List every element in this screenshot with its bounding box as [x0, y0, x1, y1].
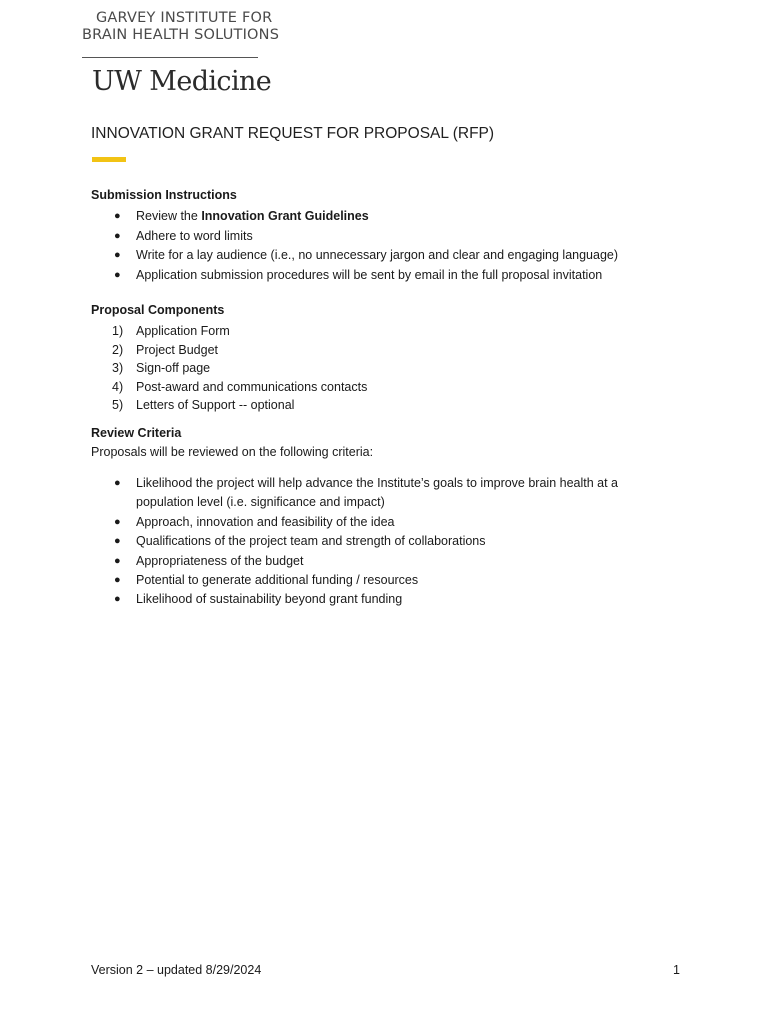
item-number: 1) — [112, 324, 124, 338]
bullet-icon: ● — [114, 249, 121, 262]
title-accent-bar — [92, 157, 126, 162]
item-number: 4) — [112, 379, 124, 394]
item-text: Sign-off page — [136, 361, 211, 376]
components-heading: Proposal Components — [91, 303, 225, 317]
list-item — [112, 513, 636, 532]
list-item — [112, 552, 636, 571]
criteria-heading: Review Criteria — [91, 426, 182, 440]
bullet-icon: ● — [114, 269, 121, 282]
submission-heading: Submission Instructions — [91, 188, 237, 202]
item-text: Likelihood of sustainability beyond grant funding — [136, 592, 403, 607]
bullet-icon: ● — [114, 210, 121, 222]
page-number: 1 — [673, 963, 680, 977]
list-item — [112, 227, 618, 247]
item-text: Potential to generate additional funding / resources — [136, 573, 419, 588]
list-item — [112, 474, 636, 513]
submission-list — [112, 207, 618, 286]
list-item — [112, 532, 636, 551]
list-item — [112, 571, 636, 590]
list-item — [112, 266, 618, 286]
components-list — [112, 322, 367, 415]
item-text: Write for a lay audience (i.e., no unnecessary jargon and clear and engaging language) — [136, 248, 619, 263]
bullet-icon: ● — [114, 229, 121, 242]
item-text: Qualifications of the project team and strength of collaborations — [136, 534, 486, 549]
bullet-icon: ● — [114, 593, 121, 606]
uw-medicine-logo: UW Medicine — [92, 66, 272, 97]
list-item — [112, 207, 618, 227]
logo-line-1: GARVEY INSTITUTE FOR — [96, 10, 273, 26]
bullet-icon: ● — [114, 477, 121, 489]
list-item — [112, 359, 367, 378]
criteria-list — [112, 474, 636, 610]
list-item — [112, 246, 618, 266]
item-number: 3) — [112, 361, 124, 376]
list-item — [112, 378, 367, 397]
list-item — [112, 322, 367, 341]
item-number: 5) — [112, 398, 124, 413]
item-number: 2) — [112, 342, 124, 357]
bullet-icon: ● — [114, 574, 121, 587]
logo-divider — [82, 57, 258, 58]
item-text: Review the — [136, 209, 202, 223]
criteria-intro: Proposals will be reviewed on the following criteria: — [91, 445, 374, 459]
item-text: Approach, innovation and feasibility of the idea — [136, 514, 395, 529]
bullet-icon: ● — [114, 515, 121, 528]
institute-logo — [82, 10, 280, 44]
item-text: Project Budget — [136, 342, 218, 357]
bullet-icon: ● — [114, 535, 121, 548]
item-text: Application submission procedures will be sent by email in the full proposal invitation — [136, 268, 603, 283]
document-title: INNOVATION GRANT REQUEST FOR PROPOSAL (RFP) — [91, 125, 495, 142]
list-item — [112, 341, 367, 360]
list-item — [112, 590, 636, 609]
item-text: Letters of Support -- optional — [136, 398, 295, 413]
guidelines-link: Innovation Grant Guidelines — [201, 209, 369, 223]
item-text: Likelihood the project will help advance the Institute’s goals to improve brain health at a population level (i.e. significance and impact) — [136, 476, 619, 510]
item-text: Appropriateness of the budget — [136, 553, 304, 568]
item-text: Adhere to word limits — [136, 228, 253, 243]
logo-line-2: BRAIN HEALTH SOLUTIONS — [82, 27, 280, 43]
item-text: Application Form — [136, 324, 230, 338]
footer-version: Version 2 – updated 8/29/2024 — [91, 963, 262, 977]
bullet-icon: ● — [114, 554, 121, 567]
list-item — [112, 396, 367, 415]
item-text: Post-award and communications contacts — [136, 379, 368, 394]
